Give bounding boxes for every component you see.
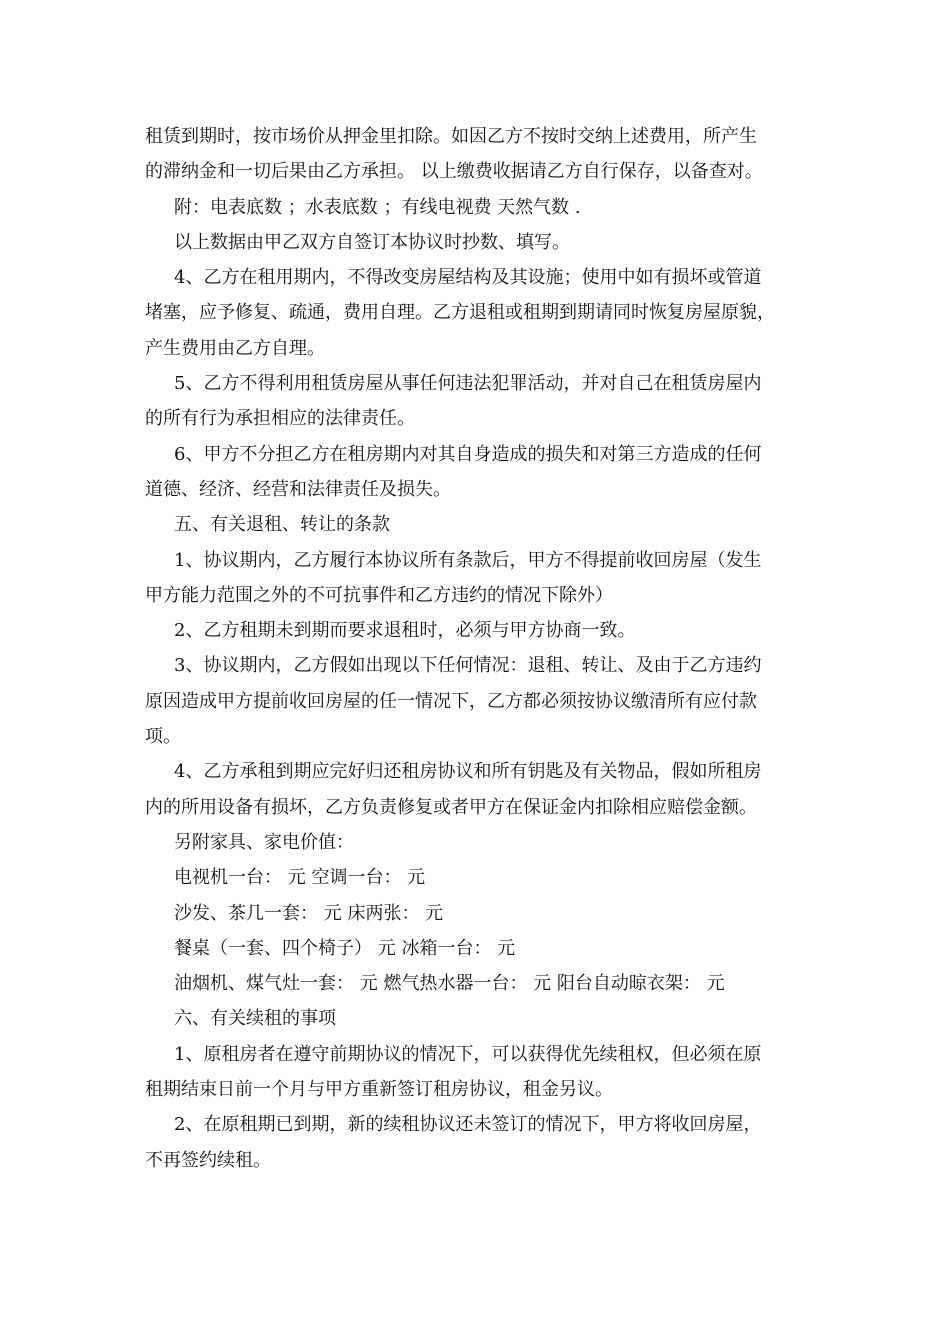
text-line: 租期结束日前一个月与甲方重新签订租房协议，租金另议。 — [145, 1079, 613, 1101]
text-line: 4、乙方在租用期内，不得改变房屋结构及其设施；使用中如有损坏或管道 — [174, 267, 762, 289]
text-line: 1、协议期内，乙方履行本协议所有条款后，甲方不得提前收回房屋（发生 — [174, 549, 762, 571]
text-line: 项。 — [145, 726, 181, 748]
text-line: 餐桌（一套、四个椅子） 元 冰箱一台： 元 — [174, 937, 516, 959]
text-line: 以上数据由甲乙双方自签订本协议时抄数、填写。 — [174, 231, 570, 253]
text-line: 产生费用由乙方自理。 — [145, 337, 325, 359]
text-line: 不再签约续租。 — [145, 1149, 271, 1171]
text-line: 甲方能力范围之外的不可抗事件和乙方违约的情况下除外） — [145, 584, 613, 606]
text-line: 电视机一台： 元 空调一台： 元 — [174, 867, 426, 889]
text-line: 沙发、茶几一套： 元 床两张： 元 — [174, 902, 444, 924]
text-line: 的所有行为承担相应的法律责任。 — [145, 408, 415, 430]
document-body — [145, 119, 805, 1178]
text-line: 的滞纳金和一切后果由乙方承担。 以上缴费收据请乙方自行保存，以备查对。 — [145, 161, 763, 183]
text-line: 2、乙方租期未到期而要求退租时，必须与甲方协商一致。 — [174, 620, 636, 642]
text-line: 堵塞，应予修复、疏通，费用自理。乙方退租或租期到期请同时恢复房屋原貌， — [145, 302, 775, 324]
text-line: 五、有关退租、转让的条款 — [174, 514, 390, 536]
text-line: 5、乙方不得利用租赁房屋从事任何违法犯罪活动，并对自己在租赁房屋内 — [174, 373, 762, 395]
text-line: 内的所用设备有损坏，乙方负责修复或者甲方在保证金内扣除相应赔偿金额。 — [145, 796, 757, 818]
text-line: 4、乙方承租到期应完好归还租房协议和所有钥匙及有关物品，假如所租房 — [174, 761, 762, 783]
text-line: 六、有关续租的事项 — [174, 1008, 336, 1030]
text-line: 1、原租房者在遵守前期协议的情况下，可以获得优先续租权，但必须在原 — [174, 1043, 762, 1065]
text-line: 原因造成甲方提前收回房屋的任一情况下，乙方都必须按协议缴清所有应付款 — [145, 690, 757, 712]
text-line: 租赁到期时，按市场价从押金里扣除。如因乙方不按时交纳上述费用，所产生 — [145, 126, 757, 147]
text-line: 道德、经济、经营和法律责任及损失。 — [145, 478, 451, 500]
text-line: 3、协议期内，乙方假如出现以下任何情况：退租、转让、及由于乙方违约 — [174, 655, 762, 677]
text-line: 油烟机、煤气灶一套： 元 燃气热水器一台： 元 阳台自动晾衣架： 元 — [174, 973, 725, 995]
text-line: 6、甲方不分担乙方在租房期内对其自身造成的损失和对第三方造成的任何 — [174, 443, 762, 465]
text-line: 2、在原租期已到期，新的续租协议还未签订的情况下，甲方将收回房屋， — [174, 1114, 762, 1136]
text-line: 附：电表底数 ；水表底数 ；有线电视费 天然气数 . — [174, 196, 581, 218]
text-line: 另附家具、家电价值： — [174, 831, 354, 853]
